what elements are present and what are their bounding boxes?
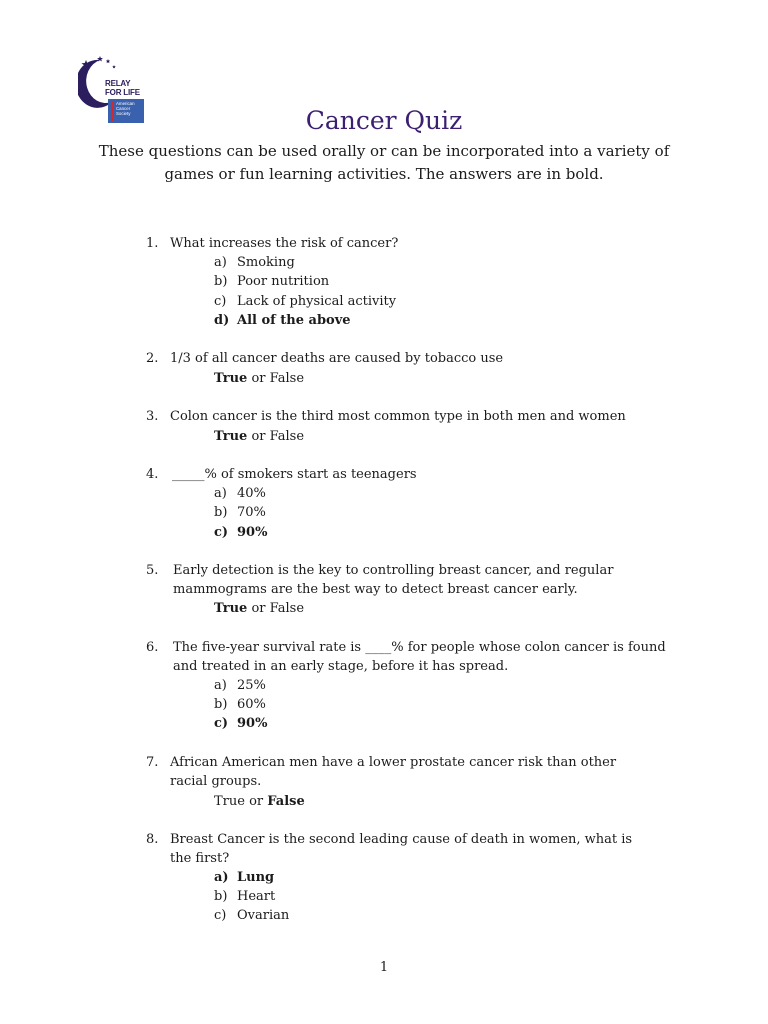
page-title: Cancer Quiz bbox=[305, 106, 463, 135]
option-text: 25% bbox=[237, 678, 266, 693]
false-option: False bbox=[269, 601, 305, 616]
question-7-answer bbox=[214, 792, 305, 811]
question-2-answer bbox=[214, 369, 304, 388]
option-text: 40% bbox=[237, 486, 266, 501]
question-5-answer bbox=[214, 599, 304, 618]
option-letter: a) bbox=[214, 870, 229, 885]
intro-line-2: games or fun learning activities. The answers are in bold. bbox=[164, 165, 604, 183]
true-answer: True bbox=[214, 371, 248, 386]
option-text: 90% bbox=[237, 716, 268, 731]
option-letter: b) bbox=[214, 274, 228, 289]
option-letter: c) bbox=[214, 716, 229, 731]
question-4-statement: % of smokers start as teenagers bbox=[204, 467, 417, 482]
option-letter: a) bbox=[214, 486, 227, 501]
logo-text-for-life: FOR LIFE bbox=[105, 88, 140, 97]
option-letter: b) bbox=[214, 889, 228, 904]
or-text: or bbox=[244, 794, 268, 809]
question-3-number: 3. bbox=[146, 409, 159, 424]
question-6-option-c-answer bbox=[214, 714, 267, 733]
acs-logo-text: American Cancer Society bbox=[116, 101, 135, 116]
option-text: Lung bbox=[237, 870, 275, 885]
question-6-line-2: and treated in an early stage, before it has spread. bbox=[173, 659, 509, 674]
question-8-line-1: Breast Cancer is the second leading cause of death in women, what is bbox=[170, 832, 633, 847]
or-text: or bbox=[247, 429, 270, 444]
question-8-number: 8. bbox=[146, 832, 159, 847]
false-option: False bbox=[269, 371, 305, 386]
question-8-option-c bbox=[214, 906, 289, 925]
option-text: Poor nutrition bbox=[237, 274, 330, 289]
question-3-text: Colon cancer is the third most common type in both men and women bbox=[170, 409, 626, 424]
question-6-line-1: The five-year survival rate is ____% for people whose colon cancer is found bbox=[173, 640, 666, 655]
question-6-option-b bbox=[214, 695, 266, 714]
question-4-number: 4. bbox=[146, 467, 159, 482]
option-letter: a) bbox=[214, 678, 227, 693]
question-4-option-c-answer bbox=[214, 523, 267, 542]
question-2-text: 1/3 of all cancer deaths are caused by tobacco use bbox=[170, 351, 504, 366]
option-text: 70% bbox=[237, 505, 266, 520]
false-answer: False bbox=[267, 794, 305, 809]
false-option: False bbox=[269, 429, 305, 444]
question-1-option-d-answer bbox=[214, 311, 351, 330]
question-6-number: 6. bbox=[146, 640, 159, 655]
question-1-text: What increases the risk of cancer? bbox=[170, 236, 399, 251]
question-3-answer bbox=[214, 427, 304, 446]
option-text: Smoking bbox=[237, 255, 295, 270]
option-text: Heart bbox=[237, 889, 276, 904]
fill-in-blank: _____ bbox=[172, 467, 205, 482]
question-1-option-c bbox=[214, 292, 396, 311]
option-letter: c) bbox=[214, 908, 227, 923]
option-text: All of the above bbox=[237, 313, 351, 328]
question-5-line-1: Early detection is the key to controlling breast cancer, and regular bbox=[173, 563, 614, 578]
question-4-text bbox=[172, 465, 417, 484]
true-answer: True bbox=[214, 429, 248, 444]
option-text: 60% bbox=[237, 697, 266, 712]
page-number: 1 bbox=[379, 960, 389, 975]
question-8-option-b bbox=[214, 887, 275, 906]
question-8-line-2: the first? bbox=[170, 851, 230, 866]
option-letter: d) bbox=[214, 313, 230, 328]
option-text: Ovarian bbox=[237, 908, 290, 923]
question-5-line-2: mammograms are the best way to detect breast cancer early. bbox=[173, 582, 578, 597]
true-answer: True bbox=[214, 601, 248, 616]
question-8-option-a-answer bbox=[214, 868, 274, 887]
intro-text bbox=[80, 140, 688, 186]
question-4-option-b bbox=[214, 503, 266, 522]
option-letter: c) bbox=[214, 294, 227, 309]
logo-text-relay: RELAY bbox=[105, 79, 131, 88]
option-text: Lack of physical activity bbox=[237, 294, 397, 309]
question-6-option-a bbox=[214, 676, 266, 695]
option-letter: a) bbox=[214, 255, 227, 270]
question-7-number: 7. bbox=[146, 755, 159, 770]
or-text: or bbox=[247, 371, 270, 386]
question-1-number: 1. bbox=[146, 236, 159, 251]
or-text: or bbox=[247, 601, 270, 616]
option-letter: b) bbox=[214, 505, 228, 520]
question-1-option-b bbox=[214, 272, 329, 291]
question-7-line-1: African American men have a lower prostate cancer risk than other bbox=[170, 755, 617, 770]
true-option: True bbox=[214, 794, 245, 809]
question-2-number: 2. bbox=[146, 351, 159, 366]
question-1-option-a bbox=[214, 253, 295, 272]
question-5-number: 5. bbox=[146, 563, 159, 578]
option-text: 90% bbox=[237, 525, 268, 540]
question-4-option-a bbox=[214, 484, 266, 503]
intro-line-1: These questions can be used orally or can be incorporated into a variety of bbox=[98, 142, 670, 160]
option-letter: c) bbox=[214, 525, 229, 540]
question-7-line-2: racial groups. bbox=[170, 774, 262, 789]
option-letter: b) bbox=[214, 697, 228, 712]
